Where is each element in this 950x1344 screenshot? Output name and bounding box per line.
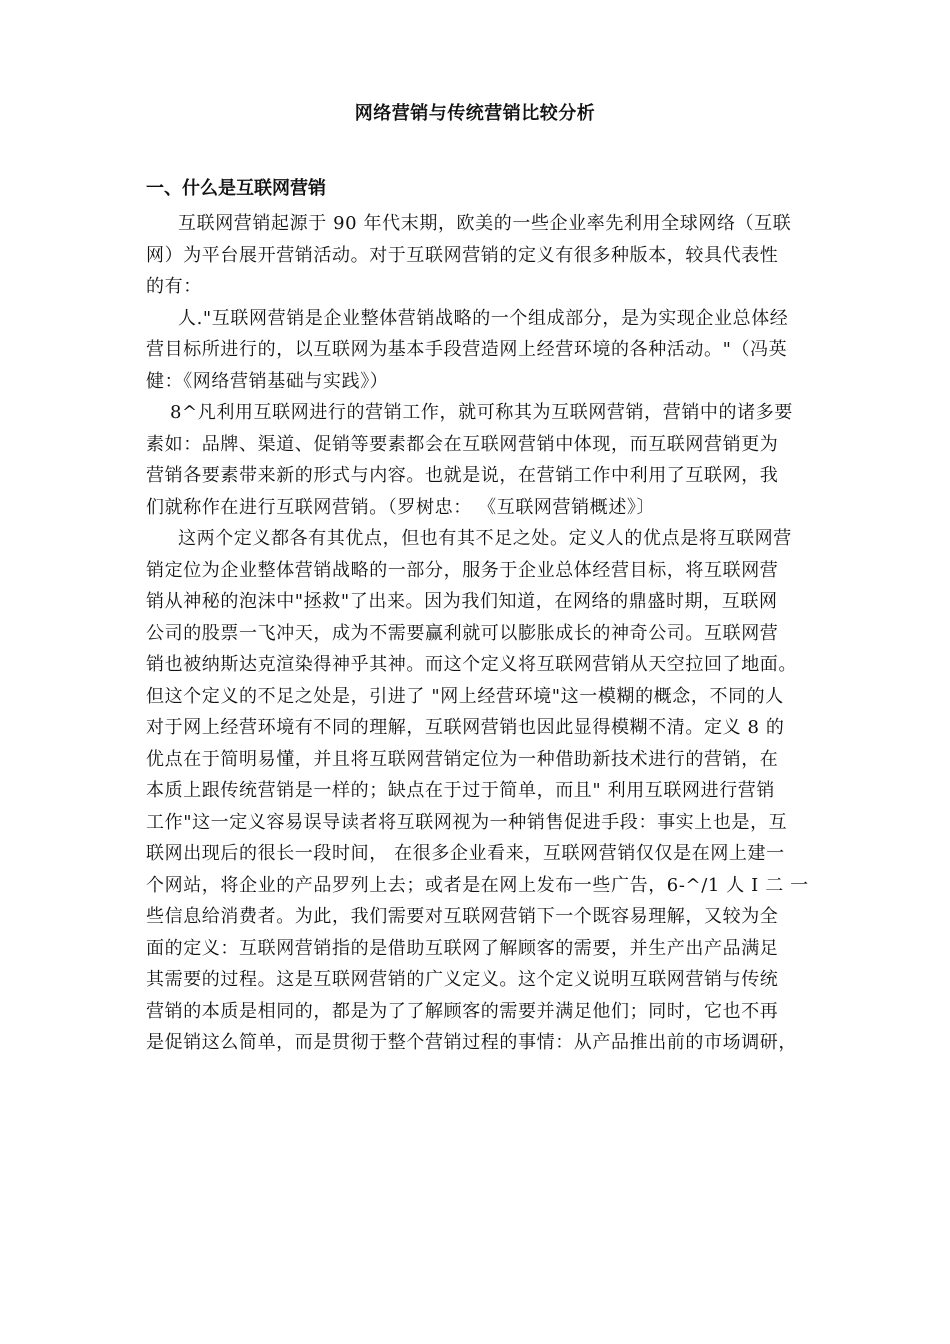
paragraph-line: 健：《网络营销基础与实践》） <box>146 370 389 392</box>
paragraph-line: 这两个定义都各有其优点，但也有其不足之处。定义人的优点是将互联网营 <box>178 528 792 549</box>
paragraph-line: 营销的本质是相同的，都是为了了解顾客的需要并满足他们；同时，它也不再 <box>146 1000 779 1022</box>
paragraph-line: 工作"这一定义容易误导读者将互联网视为一种销售促进手段：事实上也是，互 <box>146 811 788 833</box>
paragraph-line: 互联网营销起源于 90 年代末期，欧美的一些企业率先利用全球网络（互联 <box>178 213 792 234</box>
paragraph-line: 联网出现后的很长一段时间， 在很多企业看来，互联网营销仅仅是在网上建一 <box>146 843 785 864</box>
paragraph-line: 公司的股票一飞冲天，成为不需要赢利就可以膨胀成长的神奇公司。互联网营 <box>146 622 779 644</box>
paragraph-line: 素如：品牌、渠道、促销等要素都会在互联网营销中体现，而互联网营销更为 <box>146 433 779 455</box>
paragraph-line: 其需要的过程。这是互联网营销的广义定义。这个定义说明互联网营销与传统 <box>146 969 779 990</box>
paragraph-line: 人."互联网营销是企业整体营销战略的一个组成部分，是为实现企业总体经 <box>178 307 789 329</box>
paragraph-line: 优点在于简明易懂，并且将互联网营销定位为一种借助新技术进行的营销，在 <box>146 748 779 770</box>
paragraph-line: 8^凡利用互联网进行的营销工作，就可称其为互联网营销，营销中的诸多要 <box>170 402 793 423</box>
paragraph-line: 销也被纳斯达克渲染得神乎其神。而这个定义将互联网营销从天空拉回了地面。 <box>146 654 797 675</box>
paragraph-line: 的有： <box>146 276 202 297</box>
paragraph-line: 网）为平台展开营销活动。对于互联网营销的定义有很多种版本，较具代表性 <box>146 244 779 266</box>
body-text <box>146 208 826 1059</box>
paragraph-line: 们就称作在进行互联网营销。（罗树忠： 《互联网营销概述》〕 <box>146 496 656 518</box>
paragraph-line: 个网站，将企业的产品罗列上去；或者是在网上发布一些广告，6-^/1 人 I 二 一 <box>146 874 809 896</box>
paragraph-line: 销定位为企业整体营销战略的一部分，服务于企业总体经营目标，将互联网营 <box>146 559 779 581</box>
paragraph-line: 营目标所进行的，以互联网为基本手段营造网上经营环境的各种活动。"（冯英 <box>146 339 788 360</box>
paragraph-line: 销从神秘的泡沫中"拯救"了出来。因为我们知道，在网络的鼎盛时期，互联网 <box>146 591 778 612</box>
paragraph-line: 对于网上经营环境有不同的理解，互联网营销也因此显得模糊不清。定义 8 的 <box>146 717 785 738</box>
paragraph-line: 面的定义：互联网营销指的是借助互联网了解顾客的需要，并生产出产品满足 <box>146 937 779 959</box>
document-title: 网络营销与传统营销比较分析 <box>354 103 596 124</box>
section-heading: 一、什么是互联网营销 <box>146 178 326 199</box>
paragraph-line: 是促销这么简单，而是贯彻于整个营销过程的事情：从产品推出前的市场调研， <box>146 1032 797 1053</box>
paragraph-line: 但这个定义的不足之处是，引进了 "网上经营环境"这一模糊的概念，不同的人 <box>146 685 784 707</box>
paragraph-line: 本质上跟传统营销是一样的；缺点在于过于简单，而且" 利用互联网进行营销 <box>146 780 775 801</box>
paragraph-line: 些信息给消费者。为此，我们需要对互联网营销下一个既容易理解，又较为全 <box>146 906 779 927</box>
paragraph-line: 营销各要素带来新的形式与内容。也就是说，在营销工作中利用了互联网，我 <box>146 465 779 486</box>
